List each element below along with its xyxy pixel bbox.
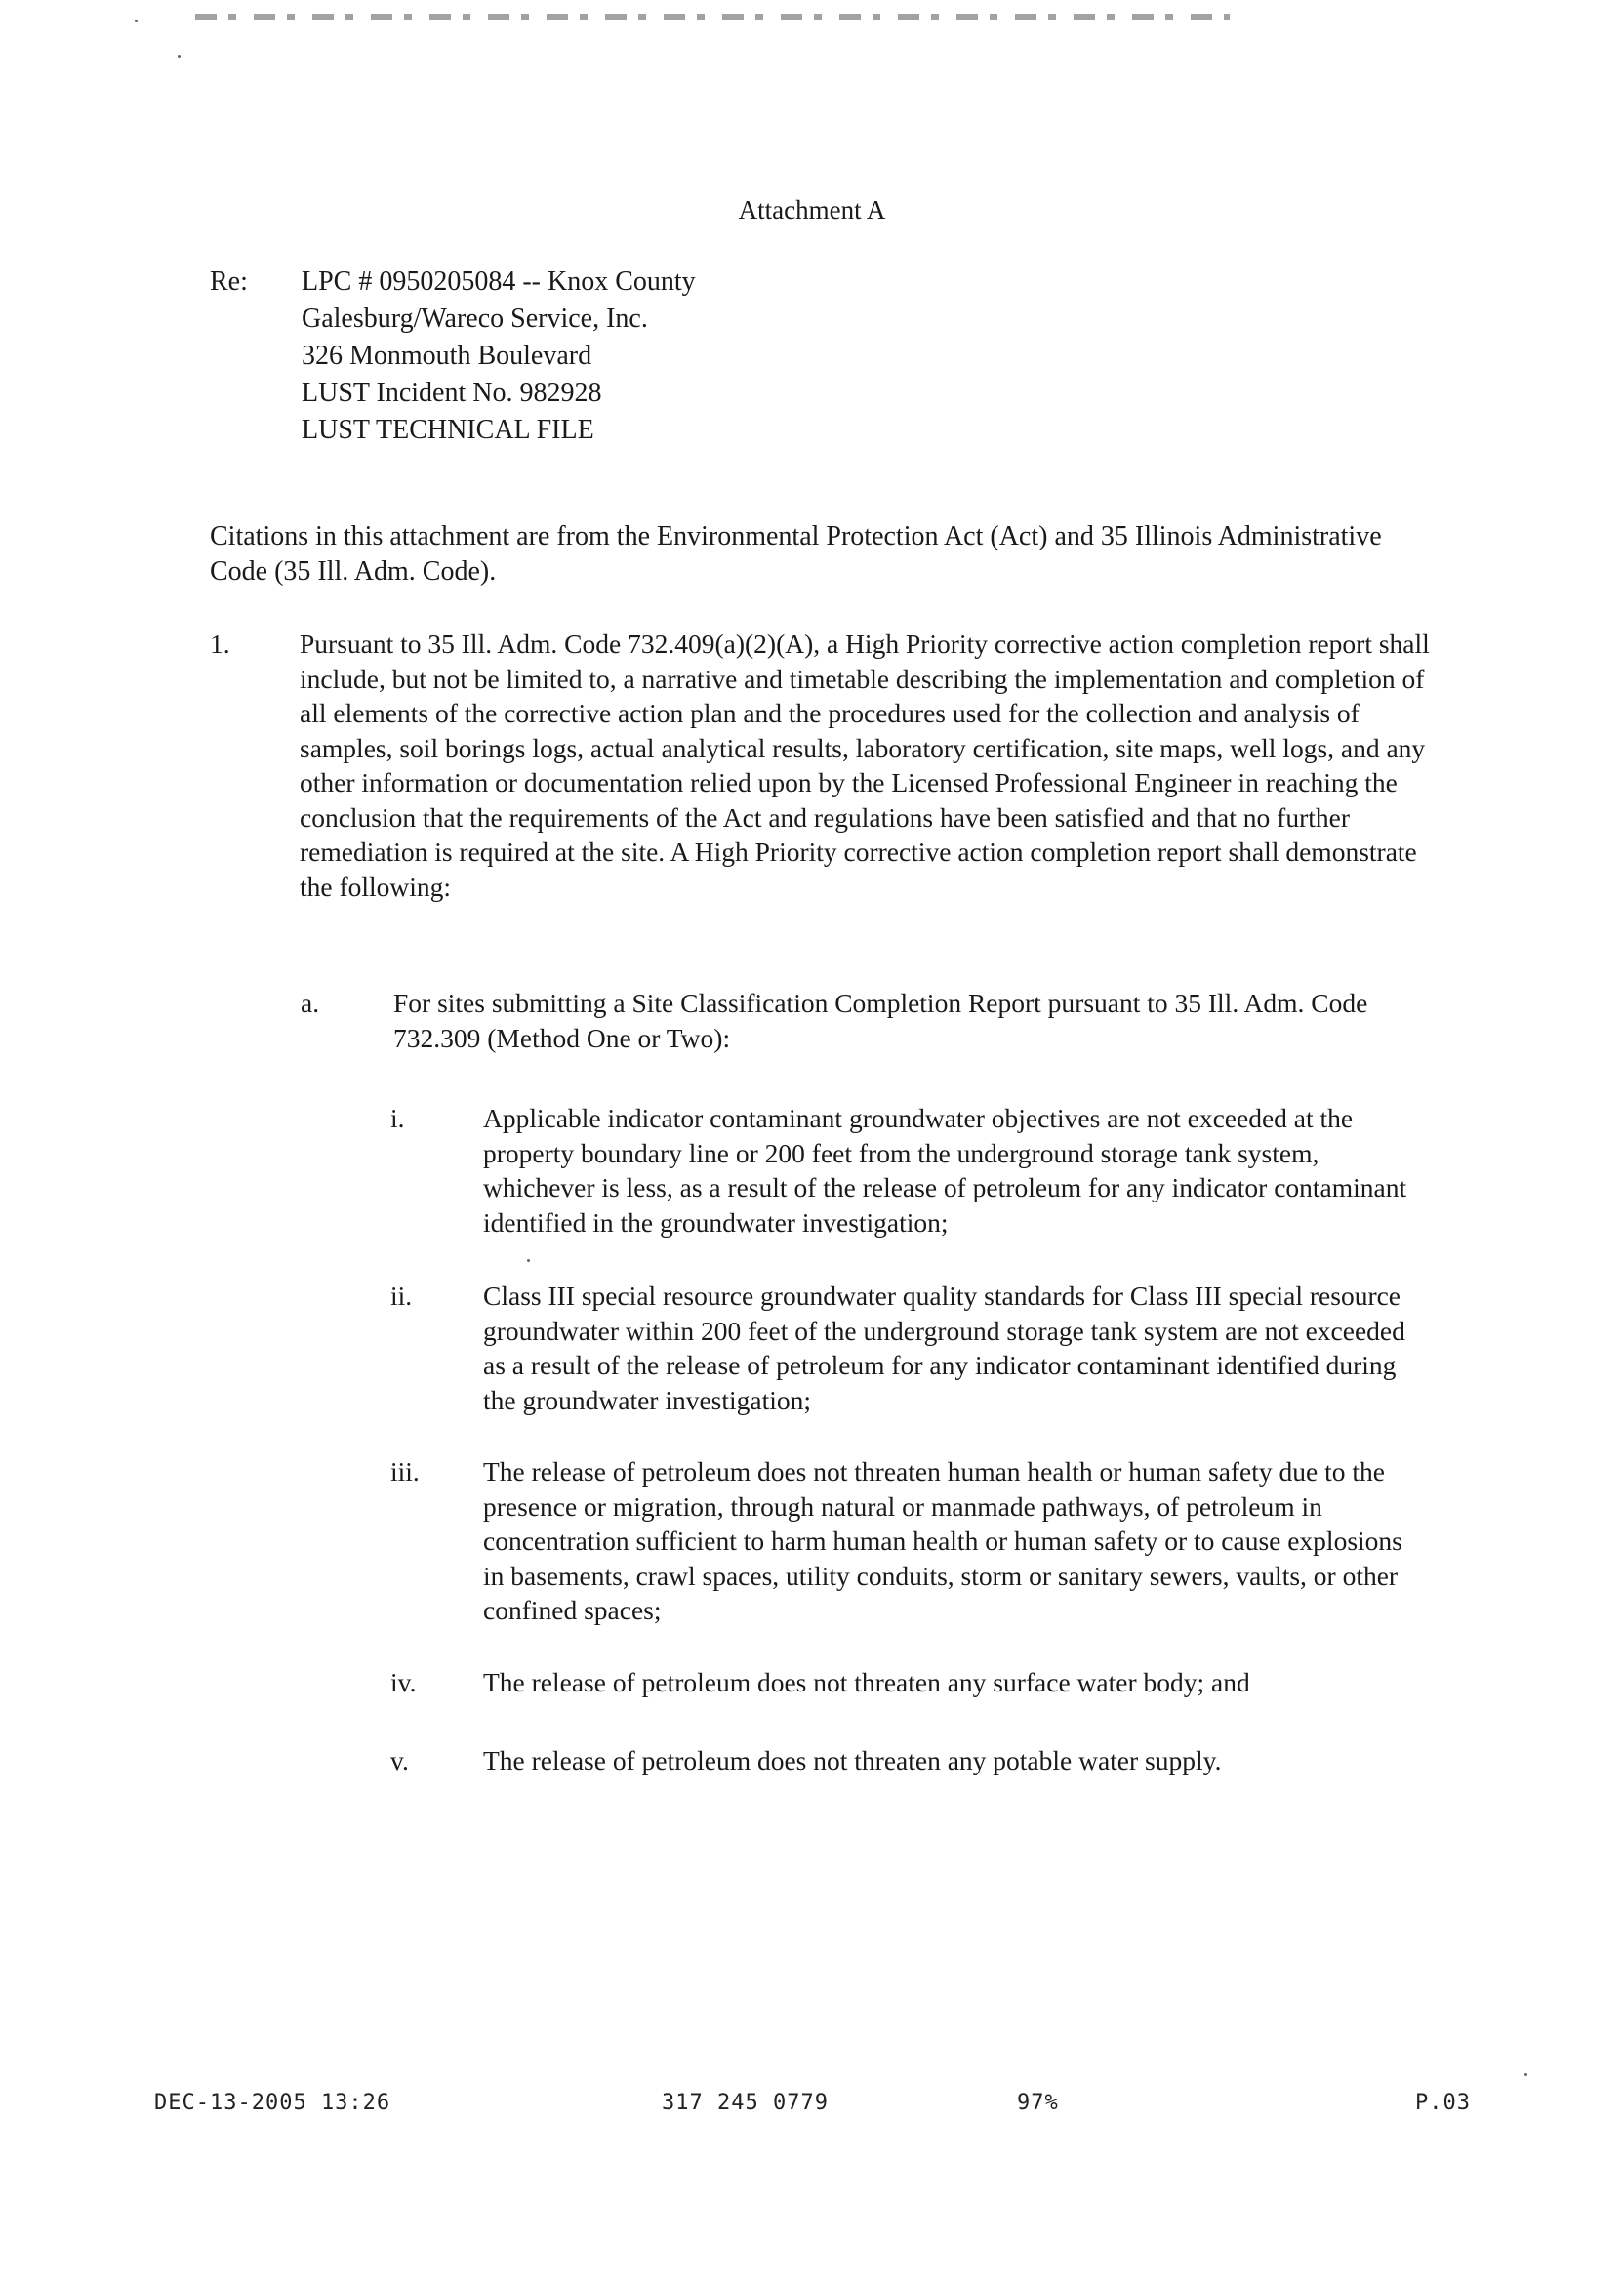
subitem-text: Class III special resource groundwater quality standards for Class III special resource groundwater within 200 feet of the underground storage tank system are not exceeded as a result of the release of petroleum for any indicator contaminant identified during the groundwater investigation; [483,1281,1405,1415]
subitem-text: The release of petroleum does not threaten any potable water supply. [483,1745,1222,1775]
scan-speck [527,1259,530,1262]
subitem-label: iv. [390,1667,417,1697]
fax-page-number: P.03 [1415,2091,1471,2115]
scan-speck [178,55,181,58]
subitem-text: The release of petroleum does not threaten any surface water body; and [483,1667,1250,1697]
re-line: Galesburg/Wareco Service, Inc. [302,304,648,334]
item-number: 1. [210,629,230,659]
fax-header-artifact [195,14,1230,20]
fax-phone: 317 245 0779 [662,2091,829,2115]
scan-speck [135,20,138,22]
intro-paragraph: Citations in this attachment are from the Environmental Protection Act (Act) and 35 Illinois Administrative Code (35 Ill. Adm. Code). [210,521,1382,587]
scan-speck [1524,2073,1527,2076]
re-line: LPC # 0950205084 -- Knox County [302,266,696,297]
subitem-label: ii. [390,1281,413,1311]
fax-quality: 97% [1017,2091,1059,2115]
subitem-text: The release of petroleum does not threaten human health or human safety due to the presence or migration, through natural or manmade pathways, of petroleum in concentration sufficient to harm human health or human safety or to cause explosions in basements, crawl spaces, utility conduits, storm or sanitary sewers, vaults, or other confined spaces; [483,1456,1402,1625]
re-label: Re: [210,266,248,297]
item-text: Pursuant to 35 Ill. Adm. Code 732.409(a)(2)(A), a High Priority corrective action completion report shall include, but not be limited to, a narrative and timetable describing the implementation and completion of all elements of the corrective action plan and the procedures used for the collection and analysis of samples, soil borings logs, actual analytical results, laboratory certification, site maps, well logs, and any other information or documentation relied upon by the Licensed Professional Engineer in reaching the conclusion that the requirements of the Act and regulations have been satisfied and that no further remediation is required at the site. A High Priority corrective action completion report shall demonstrate the following: [300,629,1430,902]
item-text: For sites submitting a Site Classification Completion Report pursuant to 35 Ill. Adm. Code 732.309 (Method One or Two): [393,988,1368,1053]
item-label: a. [301,988,320,1018]
subitem-label: i. [390,1103,405,1133]
attachment-title: Attachment A [738,195,886,224]
re-line: LUST Incident No. 982928 [302,378,602,408]
subitem-label: iii. [390,1456,420,1487]
subitem-label: v. [390,1745,409,1775]
re-line: 326 Monmouth Boulevard [302,341,592,371]
fax-datetime: DEC-13-2005 13:26 [154,2091,391,2115]
re-lines [302,264,696,449]
re-line: LUST TECHNICAL FILE [302,415,594,445]
subitem-text: Applicable indicator contaminant groundwater objectives are not exceeded at the property boundary line or 200 feet from the underground storage tank system, whichever is less, as a result of the release of petroleum for any indicator contaminant identified in the groundwater investigation; [483,1103,1407,1238]
